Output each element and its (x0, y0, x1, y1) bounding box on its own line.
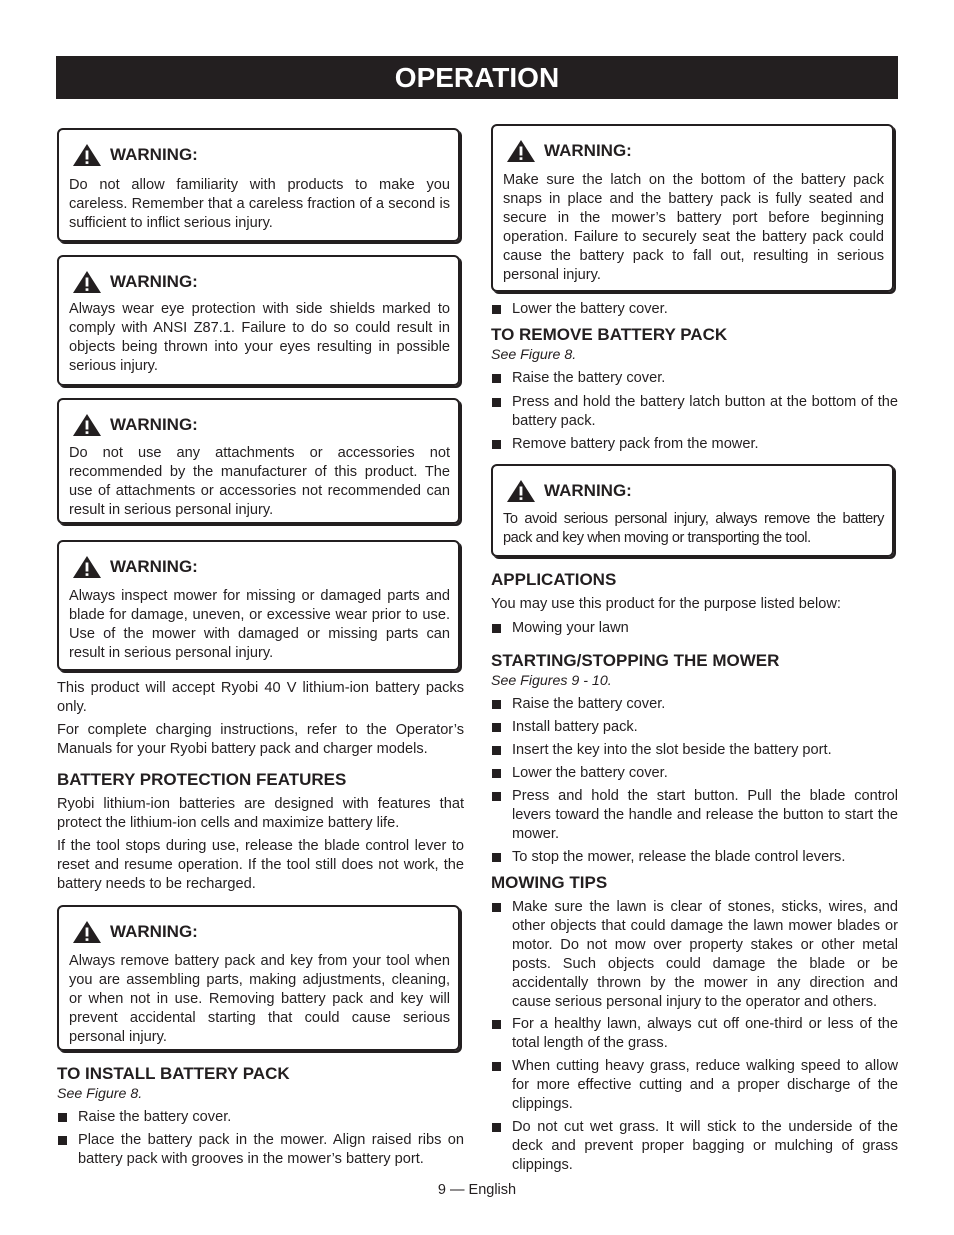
warning-text: Always wear eye protection with side shields marked to comply with ANSI Z87.1. Failure to do so could result in objects being thrown into your eyes resulting in possible serious injury. (69, 301, 450, 374)
bullet-square-icon (58, 1113, 67, 1122)
bullet-square-icon (492, 792, 501, 801)
warning-label: WARNING: (110, 922, 198, 941)
list-item-text: For a healthy lawn, always cut off one-third or less of the total length of the grass. (512, 1016, 898, 1051)
list-item-text: Press and hold the start button. Pull the blade control levers toward the handle and release the button to start the mower. (512, 788, 898, 842)
list-item (491, 695, 898, 714)
bullet-square-icon (492, 440, 501, 449)
battery-protection-paragraph: If the tool stops during use, release the blade control lever to reset and resume operation. If the tool still does not work, the battery needs to be recharged. (57, 838, 464, 892)
warning-triangle-icon (72, 270, 102, 294)
bullet-square-icon (492, 1020, 501, 1029)
bullet-square-icon (58, 1136, 67, 1145)
bullet-square-icon (492, 746, 501, 755)
list-item-text: Do not cut wet grass. It will stick to the underside of the deck and prevent proper bagging or mulching of grass clippings. (512, 1119, 898, 1173)
charging-paragraph: For complete charging instructions, refer to the Operator’s Manuals for your Ryobi battery pack and charger models. (57, 722, 464, 757)
bullet-square-icon (492, 374, 501, 383)
applications-intro: You may use this product for the purpose listed below: (491, 596, 841, 612)
warning-box (57, 398, 460, 524)
page-title: OPERATION (56, 56, 898, 99)
warning-box (491, 124, 894, 292)
bullet-square-icon (492, 903, 501, 912)
warning-text: To avoid serious personal injury, always remove the battery pack and key when moving or transporting the tool. (503, 511, 884, 546)
list-item-text: Raise the battery cover. (512, 696, 666, 712)
list-item (491, 1057, 898, 1114)
battery-protection-paragraph: Ryobi lithium-ion batteries are designed with features that protect the lithium-ion cells and maximize battery life. (57, 796, 464, 831)
warning-triangle-icon (72, 555, 102, 579)
warning-text: Always inspect mower for missing or damaged parts and blade for damage, uneven, or excessive wear prior to use. Use of the mower with damaged or missing parts can result in serious personal injury. (69, 588, 450, 661)
bullet-square-icon (492, 305, 501, 314)
warning-box (57, 540, 460, 671)
list-item (491, 300, 898, 319)
list-item-text: Make sure the lawn is clear of stones, sticks, wires, and other objects that could damage the lawn mower blades or motor. Do not mow over property stakes or other metal posts. Such objects could damage the blade or be accidentally thrown by the mower in any direction and cause serious personal injury to the operator and others. (512, 899, 898, 1010)
figure-reference: See Figures 9 - 10. (491, 673, 612, 689)
list-item (57, 1131, 464, 1169)
list-item-text: Place the battery pack in the mower. Align raised ribs on battery pack with grooves in the mower’s battery port. (78, 1132, 464, 1167)
warning-box (57, 128, 460, 242)
list-item (491, 898, 898, 1012)
warning-label: WARNING: (110, 415, 198, 434)
warning-label: WARNING: (544, 481, 632, 500)
list-item (491, 619, 898, 638)
warning-label: WARNING: (110, 145, 198, 164)
warning-triangle-icon (72, 920, 102, 944)
warning-box (57, 905, 460, 1051)
bullet-square-icon (492, 853, 501, 862)
bullet-square-icon (492, 398, 501, 407)
warning-triangle-icon (506, 139, 536, 163)
list-item-text: Lower the battery cover. (512, 301, 668, 317)
warning-text: Do not allow familiarity with products to make you careless. Remember that a careless fraction of a second is sufficient to inflict serious injury. (69, 177, 450, 231)
warning-label: WARNING: (110, 557, 198, 576)
list-item-text: Install battery pack. (512, 719, 638, 735)
section-heading-battery-protection: BATTERY PROTECTION FEATURES (57, 770, 347, 789)
list-item (491, 435, 898, 454)
list-item-text: Press and hold the battery latch button at the bottom of the battery pack. (512, 394, 898, 429)
warning-text: Always remove battery pack and key from your tool when you are assembling parts, making adjustments, cleaning, or when not in use. Removing battery pack and key will prevent accidental starting that could cause serious personal injury. (69, 953, 450, 1045)
list-item-text: Lower the battery cover. (512, 765, 668, 781)
list-item (491, 1118, 898, 1175)
bullet-square-icon (492, 1123, 501, 1132)
bullet-square-icon (492, 769, 501, 778)
section-heading-applications: APPLICATIONS (491, 570, 617, 589)
list-item-text: Mowing your lawn (512, 620, 629, 636)
warning-label: WARNING: (544, 141, 632, 160)
bullet-square-icon (492, 700, 501, 709)
warning-text: Make sure the latch on the bottom of the battery pack snaps in place and the battery pack is fully seated and secure in the mower’s battery port before beginning operation. Failure to securely seat the battery pack could cause the battery pack to fall out, resulting in serious personal injury. (503, 172, 884, 283)
section-heading-remove: TO REMOVE BATTERY PACK (491, 325, 728, 344)
figure-reference: See Figure 8. (491, 347, 577, 363)
section-heading-mowing-tips: MOWING TIPS (491, 873, 608, 892)
list-item (491, 764, 898, 783)
list-item-text: To stop the mower, release the blade control levers. (512, 849, 846, 865)
list-item (491, 718, 898, 737)
list-item-text: Remove battery pack from the mower. (512, 436, 759, 452)
bullet-square-icon (492, 624, 501, 633)
warning-triangle-icon (506, 479, 536, 503)
warning-box (491, 464, 894, 557)
list-item (57, 1108, 464, 1127)
list-item (491, 787, 898, 844)
warning-text: Do not use any attachments or accessories not recommended by the manufacturer of this product. The use of attachments or accessories not recommended can result in serious personal injury. (69, 445, 450, 518)
list-item-text: When cutting heavy grass, reduce walking speed to allow for more effective cutting and a proper discharge of the clippings. (512, 1058, 898, 1112)
list-item-text: Raise the battery cover. (512, 370, 666, 386)
list-item-text: Raise the battery cover. (78, 1109, 232, 1125)
list-item-text: Insert the key into the slot beside the battery port. (512, 742, 832, 758)
section-heading-install: TO INSTALL BATTERY PACK (57, 1064, 290, 1083)
section-heading-starting-stopping: STARTING/STOPPING THE MOWER (491, 651, 780, 670)
warning-triangle-icon (72, 143, 102, 167)
warning-triangle-icon (72, 413, 102, 437)
bullet-square-icon (492, 723, 501, 732)
warning-box (57, 255, 460, 386)
list-item (491, 1015, 898, 1053)
list-item (491, 848, 898, 867)
figure-reference: See Figure 8. (57, 1086, 143, 1102)
compatibility-paragraph: This product will accept Ryobi 40 V lithium-ion battery packs only. (57, 680, 464, 715)
list-item (491, 369, 898, 388)
list-item (491, 741, 898, 760)
list-item (491, 393, 898, 431)
warning-label: WARNING: (110, 272, 198, 291)
page-footer: 9 — English (437, 1182, 517, 1198)
bullet-square-icon (492, 1062, 501, 1071)
